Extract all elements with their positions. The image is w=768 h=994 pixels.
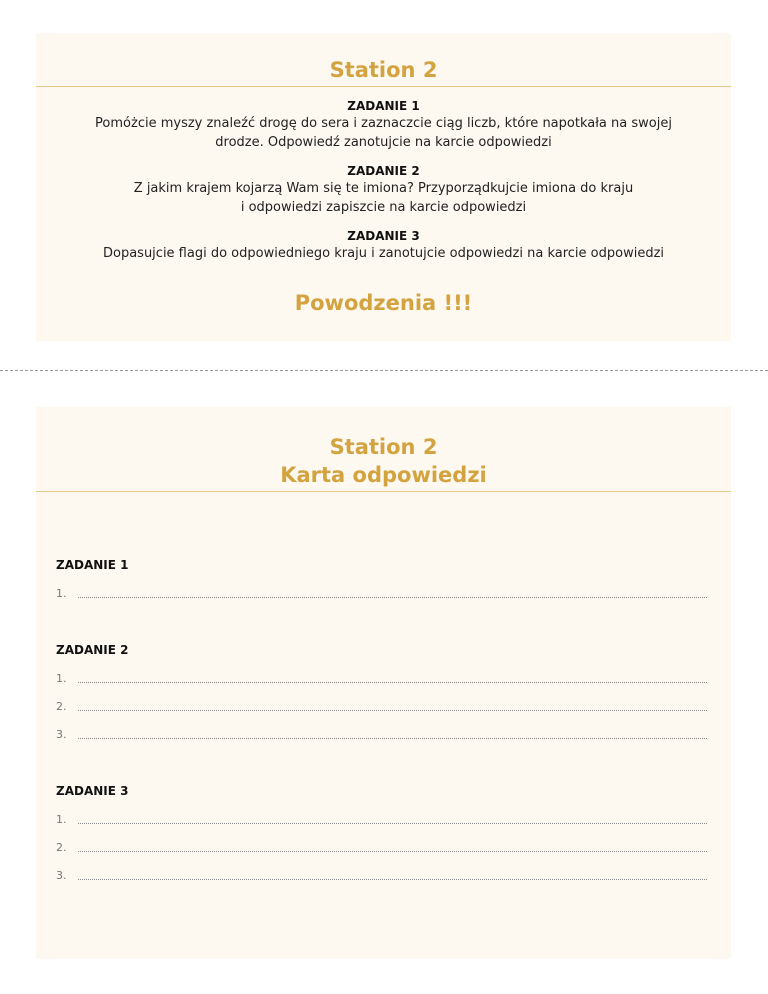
task-description [36, 244, 731, 263]
section-heading: ZADANIE 2 [56, 643, 129, 657]
answer-number: 3. [56, 869, 67, 882]
task-line: Z jakim krajem kojarzą Wam się te imiona? Przyporządkujcie imiona do kraju [133, 181, 634, 196]
answer-number: 2. [56, 700, 67, 713]
title-divider [36, 86, 731, 87]
answer-section-2 [56, 642, 707, 742]
answer-line[interactable] [78, 737, 707, 739]
cut-line [0, 370, 768, 371]
answer-card-title [36, 407, 731, 489]
answer-line[interactable] [78, 596, 707, 598]
answer-row[interactable] [56, 827, 707, 855]
answer-number: 3. [56, 728, 67, 741]
answer-row[interactable] [56, 855, 707, 883]
task-description [36, 114, 731, 152]
answer-row[interactable] [56, 799, 707, 827]
task-2 [36, 164, 731, 217]
task-card [36, 33, 731, 341]
task-card-title: Station 2 [329, 58, 438, 82]
task-line: Pomóżcie myszy znaleźć drogę do sera i zaznaczcie ciąg liczb, które napotkała na swojej [95, 116, 672, 131]
answer-row[interactable] [56, 714, 707, 742]
answer-line[interactable] [78, 850, 707, 852]
answer-line[interactable] [78, 681, 707, 683]
section-heading: ZADANIE 1 [56, 558, 129, 572]
answer-row[interactable] [56, 658, 707, 686]
task-line: Dopasujcie flagi do odpowiedniego kraju i zanotujcie odpowiedzi na karcie odpowiedzi [102, 246, 665, 261]
task-3 [36, 229, 731, 263]
answer-number: 1. [56, 587, 67, 600]
task-heading: ZADANIE 1 [347, 99, 420, 113]
good-luck-message: Powodzenia !!! [294, 291, 473, 315]
answer-number: 2. [56, 841, 67, 854]
task-description [36, 179, 731, 217]
task-line: i odpowiedzi zapiszcie na karcie odpowiedzi [240, 200, 527, 215]
answer-section-1 [56, 557, 707, 601]
answer-line[interactable] [78, 709, 707, 711]
answer-row[interactable] [56, 573, 707, 601]
answer-number: 1. [56, 672, 67, 685]
task-heading: ZADANIE 3 [347, 229, 420, 243]
task-heading: ZADANIE 2 [347, 164, 420, 178]
answer-card [36, 407, 731, 959]
answer-row[interactable] [56, 686, 707, 714]
answer-number: 1. [56, 813, 67, 826]
task-1 [36, 99, 731, 152]
answer-card-title-line2: Karta odpowiedzi [280, 463, 487, 487]
task-line: drodze. Odpowiedź zanotujcie na karcie odpowiedzi [215, 135, 552, 150]
answer-card-title-line1: Station 2 [329, 435, 438, 459]
answer-line[interactable] [78, 822, 707, 824]
answer-line[interactable] [78, 878, 707, 880]
title-divider [36, 491, 731, 492]
section-heading: ZADANIE 3 [56, 784, 129, 798]
answer-section-3 [56, 783, 707, 883]
